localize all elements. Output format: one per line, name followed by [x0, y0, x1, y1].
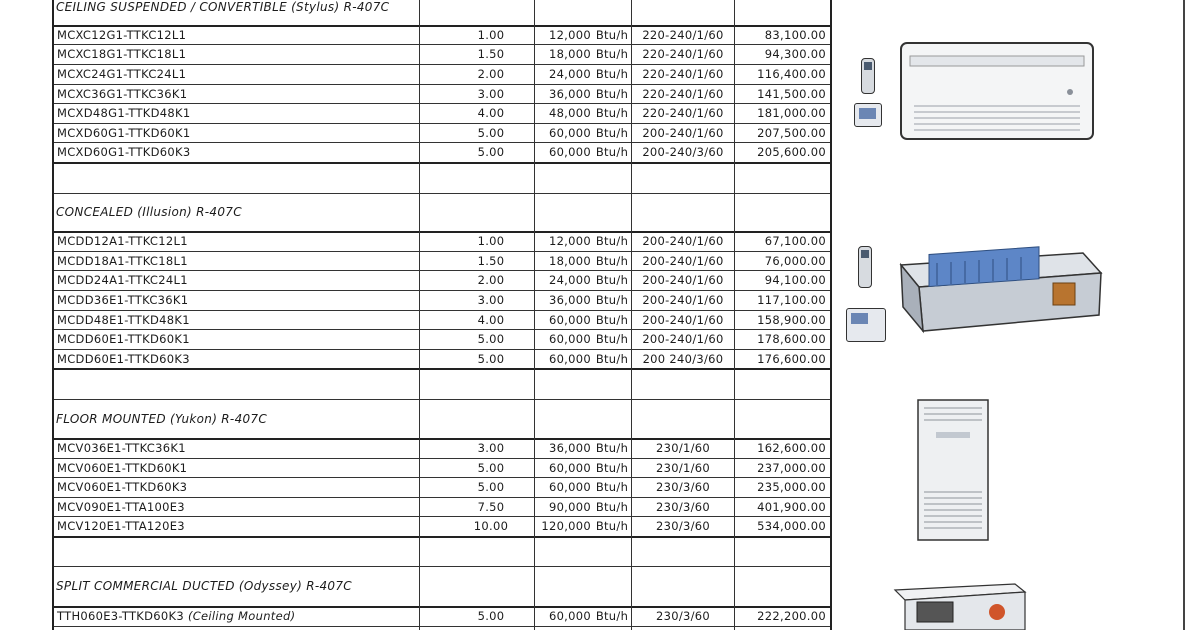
wall-controller-icon	[854, 103, 882, 127]
wall-controller-icon	[846, 308, 886, 342]
section-title-ceiling-suspended: CEILING SUSPENDED / CONVERTIBLE (Stylus) R-407C	[56, 0, 390, 14]
ceiling-suspended-unit-image	[898, 40, 1098, 142]
section-title-concealed: CONCEALED (Illusion) R-407C	[56, 205, 242, 219]
section-title-split-commercial-ducted: SPLIT COMMERCIAL DUCTED (Odyssey) R-407C	[56, 579, 352, 593]
floor-mounted-unit-image	[914, 396, 994, 544]
price-list-table: CEILING SUSPENDED / CONVERTIBLE (Stylus) R-407C MCXC12G1-TTKC12L1 1.00 12,000 Btu/h 220-240/1/60 83,100.00 MCXC18G1-TTKC18L1 1.50 18,000 Btu/h 220-240/1/60 94,300.00 MCXC24G1-TTKC24L1 2.00 24,000 Btu/h 220-240/1/60 116,400.00 MCXC36G1-TTKC36K1 3.00 36,000 Btu/h 220-240/1/60 141,500.00 MCXD48G1-TTKD48K1 4.00 48,000 Btu/h 220-240/1/60 181,000.00 MCXD60G1-TTKD60K1 5.00 60,000 Btu/h 200-240/1/60 207,500.00 MCXD60G1-TTKD60K3 5.00 60,000 Btu/h 200-240/3/60 205,600.00 CONCEALED (Illusion) R-407C MCDD12A1-TTKC12L1 1.00 12,000 Btu/h 200-240/1/60 67,100.00 MCDD18A1-TTKC18L1 1.50 18,000 Btu/h 200-240/1/60 76,000.00 MCDD24A1-TTKC24L1 2.00 24,000 Btu/h 200-240/1/60 94,100.00 MCDD36E1-TTKC36K1 3.00 36,000 Btu/h 200-240/1/60 117,100.00 MCDD48E1-TTKD48K1 4.00 60,000 Btu/h 200-240/1/60 158,900.00 MCDD60E1-TTKD60K1 5.00 60,000 Btu/h 200-240/1/60 178,600.00 MCDD60E1-TTKD60K3 5.00 60,000 Btu/h 200 240/3/60 176,600.00 FLOOR MOUNTED (Yukon) R-407C MCV036E1-TTKC36K1 3.00 36,000 Btu/h 230/1/60 162,600.00 MCV060E1-TTKD60K1 5.00 60,000 Btu/h 230/1/60 237,000.00 MCV060E1-TTKD60K3 5.00 60,000 Btu/h 230/3/60 235,000.00 MCV090E1-TTA100E3 7.50 90,000 Btu/h 230/3/60 401,900.00 MCV120E1-TTA120E3 10.00 120,000 Btu/h 230/3/60 534,000.00 SPLIT COMMERCIAL DUCTED (Odyssey) R-407C TTH060E3-TTKD60K3 (Ceiling Mounted) 5.00 60,000 Btu/h 230/3/60 222,200.00	[52, 0, 832, 630]
split-ducted-unit-image	[889, 580, 1029, 630]
remote-control-icon	[861, 58, 875, 94]
section-title-floor-mounted: FLOOR MOUNTED (Yukon) R-407C	[56, 412, 268, 426]
remote-control-icon	[858, 246, 872, 288]
row-note: (Ceiling Mounted)	[187, 609, 296, 623]
concealed-duct-unit-image	[893, 243, 1105, 335]
